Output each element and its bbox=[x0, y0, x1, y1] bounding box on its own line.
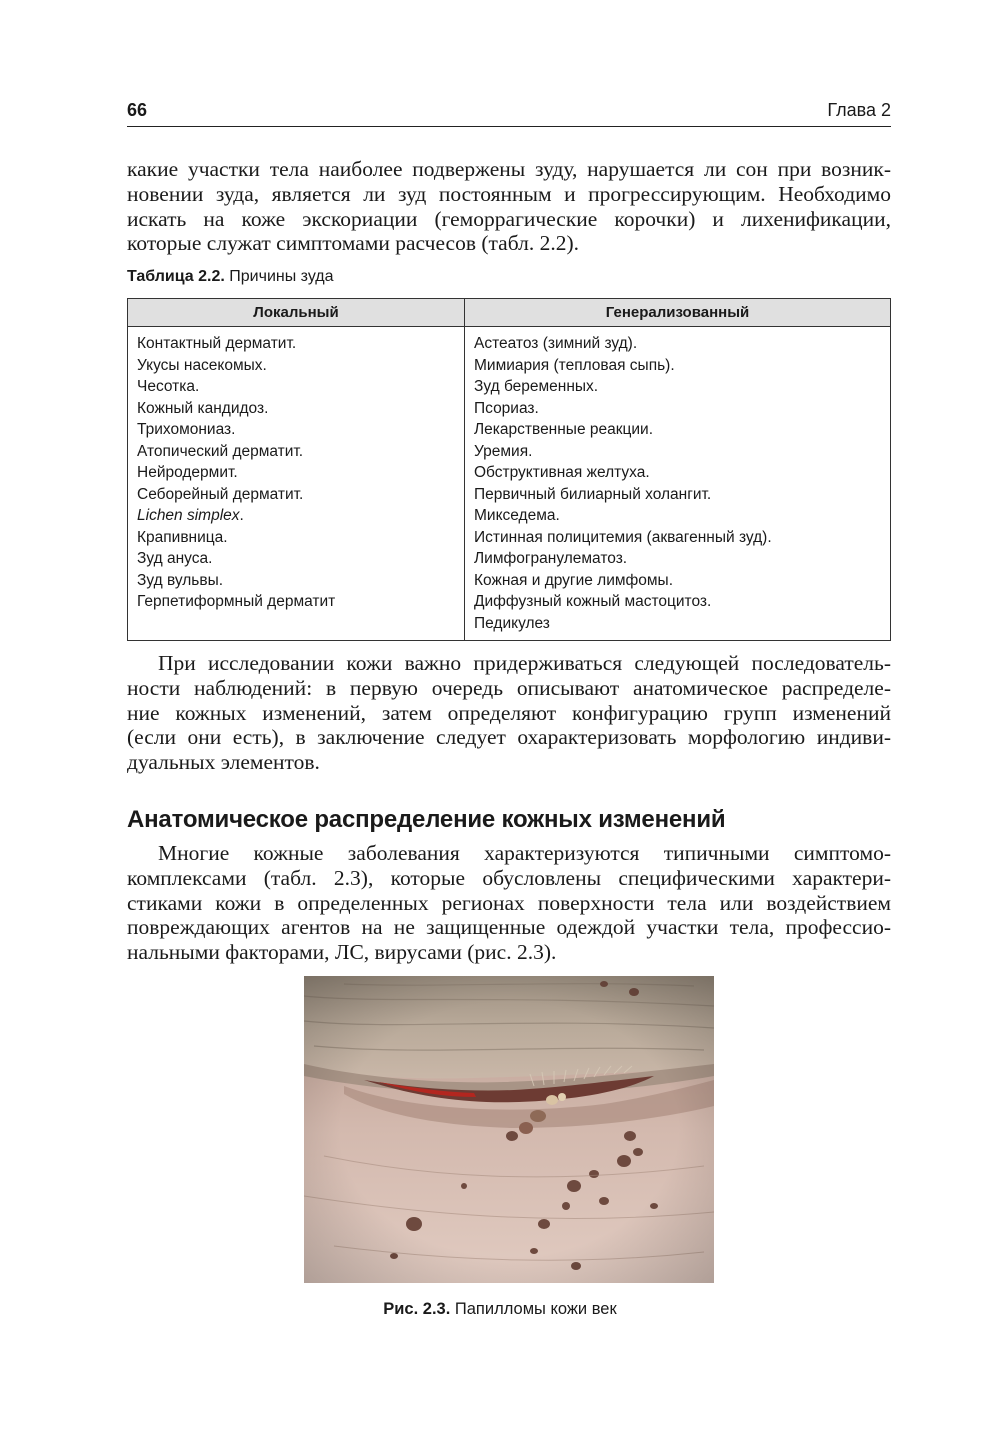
text-line: нальными факторами, ЛС, вирусами (рис. 2.3). bbox=[127, 940, 557, 965]
text-line: дуальных элементов. bbox=[127, 750, 320, 775]
list-item: Укусы насекомых. bbox=[137, 356, 267, 374]
column-header-local: Локальный bbox=[128, 299, 465, 327]
list-item: Себорейный дерматит. bbox=[137, 485, 304, 503]
text-line: какие участки тела наиболее подвержены зуду, нарушается ли сон при возник- bbox=[127, 157, 891, 181]
text-line: повреждающих агентов на не защищенные одеждой участки тела, профессио- bbox=[127, 915, 891, 940]
section-paragraph bbox=[127, 841, 891, 965]
list-item: Атопический дерматит. bbox=[137, 442, 304, 460]
list-item: Астеатоз (зимний зуд). bbox=[474, 335, 638, 352]
text-line: ние кожных изменений, затем определяют конфигурацию групп изменений bbox=[127, 700, 891, 725]
list-item: Герпетиформный дерматит bbox=[137, 593, 336, 610]
section-heading: Анатомическое распределение кожных изменений bbox=[127, 806, 726, 833]
list-item: Кожная и другие лимфомы. bbox=[474, 571, 674, 589]
page-number: 66 bbox=[127, 100, 148, 120]
list-item: Педикулез bbox=[474, 614, 550, 632]
list-item: Лимфогранулематоз. bbox=[474, 550, 628, 567]
figure-caption-text: Папилломы кожи век bbox=[454, 1300, 617, 1318]
list-item: Первичный билиарный холангит. bbox=[474, 485, 712, 503]
list-item: Нейродермит. bbox=[137, 464, 238, 481]
latin-term: Lichen simplex bbox=[137, 507, 240, 524]
list-item: Диффузный кожный мастоцитоз. bbox=[474, 593, 712, 610]
eyelid-papilloma-photo bbox=[304, 976, 714, 1283]
text-line: ности наблюдений: в первую очередь описывают анатомическое распределе- bbox=[127, 675, 891, 700]
list-item: Lichen simplex. bbox=[137, 507, 244, 524]
table-row bbox=[128, 327, 891, 641]
text-line: Многие кожные заболевания характеризуются типичными симптомо- bbox=[158, 841, 891, 865]
causes-table bbox=[127, 298, 891, 641]
list-item: Уремия. bbox=[474, 442, 533, 460]
text-line: (если они есть), в заключение следует охарактеризовать морфологию индиви- bbox=[127, 725, 891, 750]
intro-paragraph bbox=[127, 157, 891, 256]
list-item: Крапивница. bbox=[137, 528, 228, 546]
chapter-label: Глава 2 bbox=[827, 100, 891, 120]
page-header bbox=[127, 98, 891, 127]
list-item: Псориаз. bbox=[474, 399, 539, 417]
list-item: Лекарственные реакции. bbox=[474, 421, 654, 438]
text-line: которые служат симптомами расчесов (табл. 2.2). bbox=[127, 231, 580, 256]
text-line: искать на коже экскориации (геморрагические корочки) и лихенификации, bbox=[127, 206, 891, 231]
text-line: комплексами (табл. 2.3), которые обусловлены специфическими характери- bbox=[127, 865, 891, 890]
list-item: Мимиария (тепловая сыпь). bbox=[474, 356, 675, 374]
table-caption bbox=[127, 268, 334, 286]
figure-caption bbox=[0, 1300, 1000, 1319]
text-line: новении зуда, является ли зуд постоянным и прогрессирующим. Необходимо bbox=[127, 181, 891, 206]
list-item: Микседема. bbox=[474, 507, 560, 524]
local-causes-cell bbox=[128, 327, 465, 641]
exam-paragraph bbox=[127, 651, 891, 775]
column-header-generalized: Генерализованный bbox=[465, 299, 891, 327]
text-line: При исследовании кожи важно придерживаться следующей последователь- bbox=[158, 651, 891, 675]
table-caption-text: Причины зуда bbox=[229, 268, 334, 285]
list-item: Чесотка. bbox=[137, 378, 200, 395]
list-item: Трихомониаз. bbox=[137, 421, 236, 438]
list-item: Зуд беременных. bbox=[474, 378, 599, 395]
figure-caption-label: Рис. 2.3. bbox=[383, 1300, 451, 1318]
generalized-causes-cell bbox=[465, 327, 891, 641]
list-item: Зуд вульвы. bbox=[137, 571, 224, 589]
list-item: Истинная полицитемия (аквагенный зуд). bbox=[474, 528, 772, 546]
list-item: Обструктивная желтуха. bbox=[474, 464, 650, 481]
table-caption-label: Таблица 2.2. bbox=[127, 268, 225, 285]
list-item: Зуд ануса. bbox=[137, 550, 213, 567]
list-item: Кожный кандидоз. bbox=[137, 399, 269, 417]
text-line: стиками кожи в определенных регионах поверхности тела или воздействием bbox=[127, 890, 891, 915]
list-item: Контактный дерматит. bbox=[137, 335, 297, 352]
